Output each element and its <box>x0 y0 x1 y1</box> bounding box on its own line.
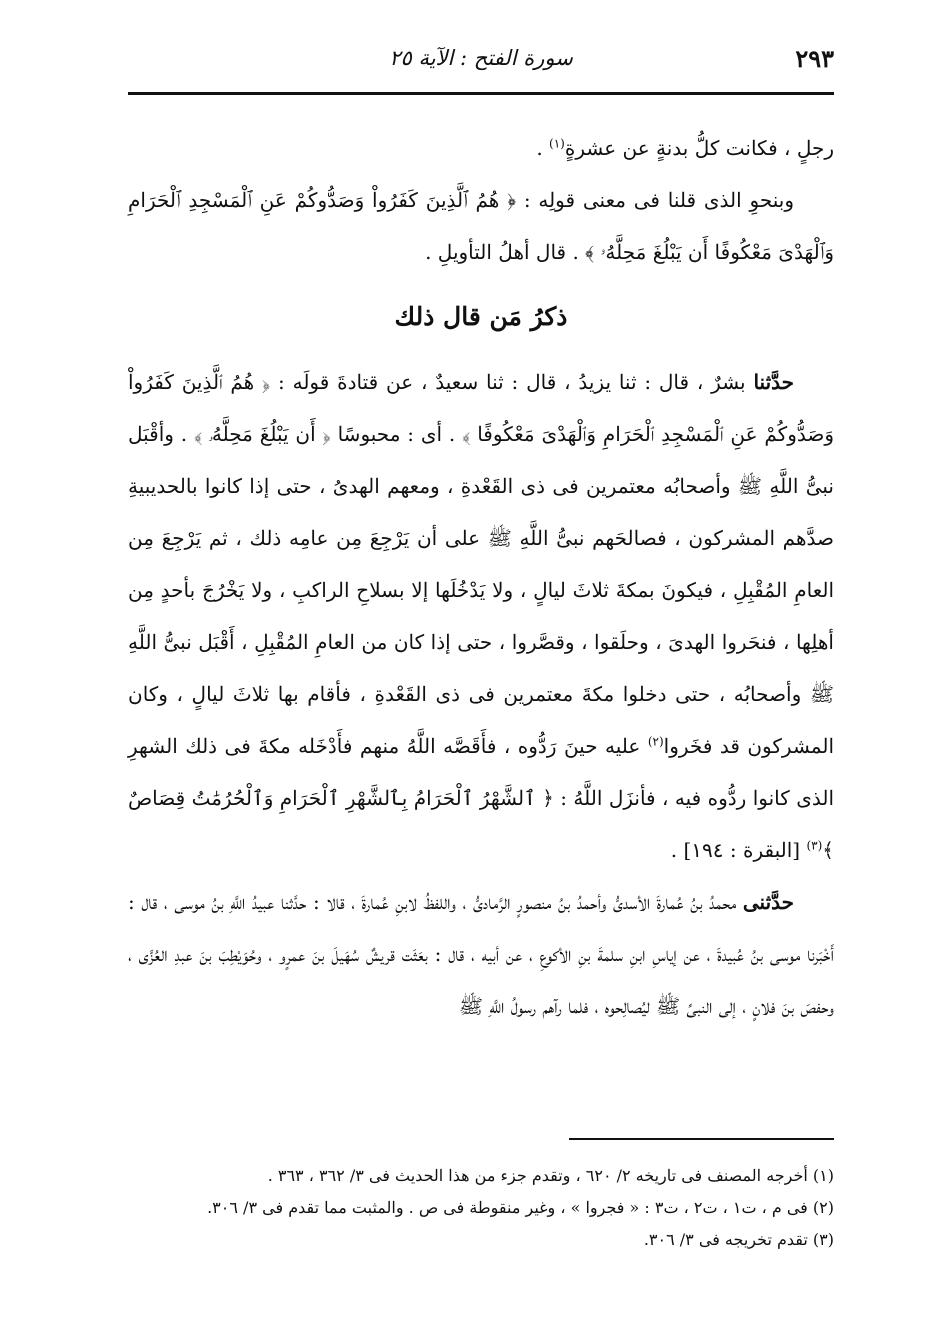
page-header <box>128 40 834 90</box>
footnotes <box>128 1160 834 1256</box>
footnote-ref-2: (٢) <box>647 734 664 749</box>
footnote-ref-3: (٣) <box>806 838 823 853</box>
main-text <box>128 122 834 1032</box>
paragraph-2 <box>128 174 834 278</box>
paragraph-3 <box>128 356 834 876</box>
footnote-separator <box>569 1138 834 1140</box>
footnote-2: (٢) فى م ، ت١ ، ت٢ ، ت٣ : « فجروا » ، وغير منقوطة فى ص . والمثبت مما تقدم فى ٣/ ٣٠٦. <box>207 1198 834 1217</box>
paragraph-3-text-2: عليه حينَ رَدُّوه ، فأَقَصَّه اللَّهُ منهم فأَدْخَله مكةَ فى ذلك الشهرِ الذى كانوا ردُّوه فيه ، فأنزَل اللَّهُ : ﴿ ٱلشَّهْرُ ٱلْحَرَامُ بِٱلشَّهْرِ ٱلْحَرَامِ وَٱلْحُرُمَٰتُ قِصَاصٌ ﴾ <box>128 734 834 862</box>
header-rule <box>128 92 834 95</box>
footnote-3: (٣) تقدم تخريجه فى ٣/ ٣٠٦. <box>643 1230 834 1249</box>
quran-citation: [البقرة : ١٩٤] . <box>670 838 807 862</box>
footnote-1: (١) أخرجه المصنف فى تاريخه ٢/ ٦٢٠ ، وتقدم جزء من هذا الحديث فى ٣/ ٣٦٢ ، ٣٦٣ . <box>267 1166 834 1185</box>
page-number: ٢٩٣ <box>795 44 834 73</box>
paragraph-3-text: بشرٌ ، قال : ثنا يزيدُ ، قال : ثنا سعيدٌ ، عن قتادةَ قولَه : ﴿ هُمُ ٱلَّذِينَ كَفَرُواْ وَصَدُّوكُمْ عَنِ ٱلْمَسْجِدِ ٱلْحَرَامِ وَٱلْهَدْىَ مَعْكُوفًا ﴾ . أى : محبوسًا ﴿ أَن يَبْلُغَ مَحِلَّهُۥ ﴾ . وأقْبَل نبىُّ اللَّهِ ﷺ وأصحابُه معتمرين فى ذى القَعْدةِ ، ومعهم الهدىُ ، حتى إذا كانوا بالحديبيةِ صدَّهم المشركون ، فصالحَهم نبىُّ اللَّهِ ﷺ على أن يَرْجِعَ مِن عامِه ذلك ، ثم يَرْجِعَ مِن العامِ المُقْبِلِ ، فيكونَ بمكةَ ثلاثَ ليالٍ ، ولا يَدْخُلَها إلا بسلاحِ الراكبِ ، ولا يَخْرُجَ بأحدٍ مِن أهلِها ، فنحَروا الهدىَ ، وحلَقوا ، وقصَّروا ، حتى إذا كان من العامِ المُقْبِلِ ، أَقْبَل نبىُّ اللَّهِ ﷺ وأصحابُه ، حتى دخلوا مكةَ معتمرين فى ذى القَعْدةِ ، فأقام بها ثلاثَ ليالٍ ، وكان المشركون قد فخَروا <box>128 370 834 758</box>
paragraph-4-text: محمدُ بنُ عُمارةَ الأسدىُّ وأحمدُ بنُ منصورٍ الرَّمادىُّ ، واللفظُ لابنِ عُمارةَ ، قالا : حدَّثنا عبيدُ اللَّهِ بنُ موسى ، قال : أَخْبَرنا موسى بنُ عُبيدةَ ، عن إياسِ ابنِ سلمةَ بنِ الأكوعِ ، عن أبيه ، قال : بعَثَت قريشٌ سُهَيلَ بنَ عمرٍو ، وحُوَيْطِبَ بنَ عبدِ العُزَّى ، وحفصَ بنَ فلانٍ ، إلى النبىِّ ﷺ ليُصالِحوه ، فلما رآهم رسولُ اللَّهِ ﷺ <box>128 890 834 1018</box>
paragraph-1 <box>128 122 834 174</box>
paragraph-4 <box>128 876 834 1032</box>
paragraph-4-lead: حدَّثنى <box>742 890 794 914</box>
section-heading: ذكرُ مَن قال ذلك <box>394 302 568 331</box>
paragraph-3-lead: حدَّثنا <box>753 370 794 394</box>
running-title: سورة الفتح : الآية ٢٥ <box>389 46 573 70</box>
paragraph-1-end: . <box>536 136 550 160</box>
footnote-ref-1: (١) <box>549 136 565 151</box>
paragraph-1-text: رجلٍ ، فكانت كلُّ بدنةٍ عن عشرةٍ <box>564 136 834 160</box>
paragraph-2-text: وبنحوِ الذى قلنا فى معنى قولِه : ﴿ هُمُ ٱلَّذِينَ كَفَرُواْ وَصَدُّوكُمْ عَنِ ٱلْمَسْجِدِ ٱلْحَرَامِ وَٱلْهَدْىَ مَعْكُوفًا أَن يَبْلُغَ مَحِلَّهُۥ ﴾ . قال أهلُ التأويلِ . <box>128 188 834 264</box>
